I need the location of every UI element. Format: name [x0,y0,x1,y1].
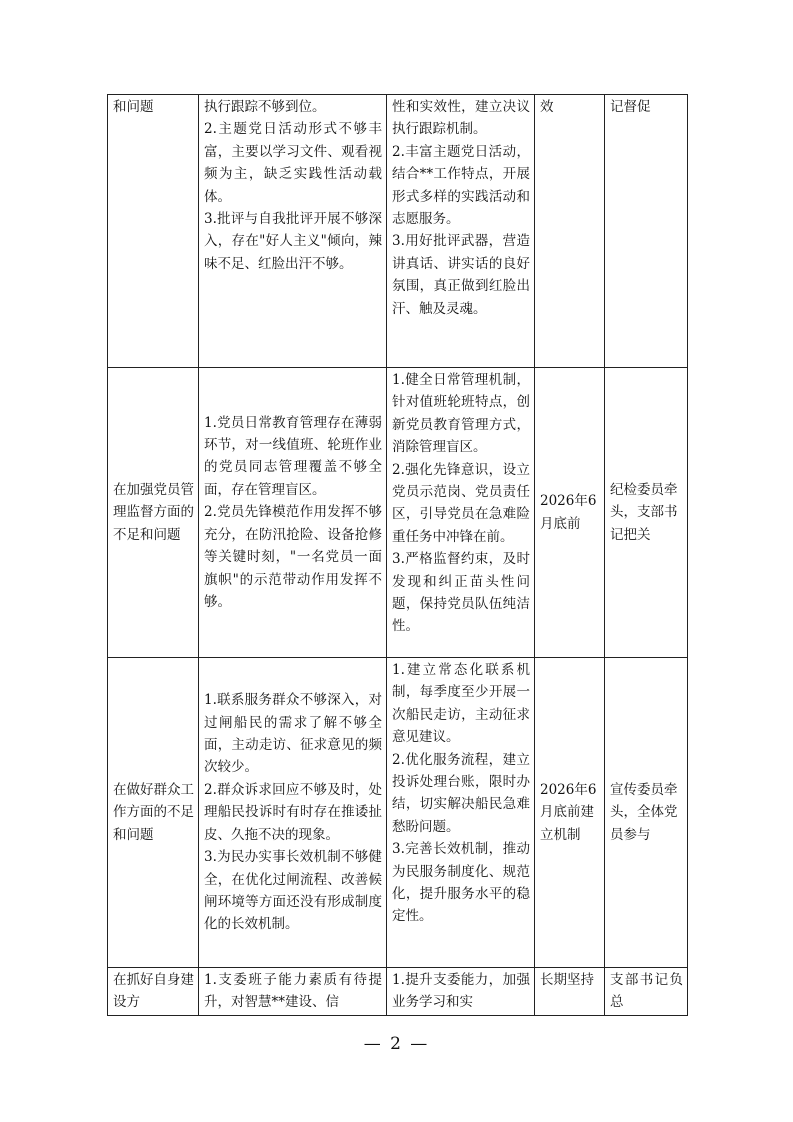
measure-item: 3.用好批评武器，营造讲真话、讲实话的良好氛围，真正做到红脸出汗、触及灵魂。 [392,233,530,317]
measures-cell [387,95,535,368]
issue-item: 2.党员先锋模范作用发挥不够充分，在防汛抢险、设备抢修等关键时刻，"一名党员一面旗帜"的示范带动作用发挥不够。 [204,504,382,610]
deadline-text: 2026年6月底前建立机制 [540,781,597,843]
deadline-text: 2026年6月底前 [540,493,597,532]
area-text: 在做好群众工作方面的不足和问题 [113,781,194,843]
responsible-text: 记督促 [610,99,651,115]
area-text: 在抓好自身建设方 [113,972,194,1011]
responsible-text: 纪检委员牵头，支部书记把关 [610,481,678,543]
responsible-cell [605,658,688,968]
measure-item: 1.提升支委能力，加强业务学习和实 [392,972,530,1011]
page-number: — 2 — [363,1034,430,1054]
responsible-text: 宣传委员牵头，全体党员参与 [610,781,678,843]
issue-item: 执行跟踪不够到位。 [204,99,326,115]
measure-item: 2.丰富主题党日活动，结合**工作特点，开展形式多样的实践活动和志愿服务。 [392,143,530,228]
deadline-cell [535,658,605,968]
deadline-text: 长期坚持 [540,972,594,988]
issue-item: 3.为民办实事长效机制不够健全，在优化过闸流程、改善候闸环境等方面还没有形成制度化的长效机制。 [204,849,382,933]
measures-cell [387,968,535,1016]
measures-cell [387,368,535,658]
issues-cell [199,95,387,368]
table-row [108,968,688,1016]
deadline-cell [535,368,605,658]
table-row [108,368,688,658]
rectification-table [107,94,688,1016]
issues-cell [199,658,387,968]
deadline-cell [535,95,605,368]
issues-cell [199,968,387,1016]
issue-item: 1.联系服务群众不够深入，对过闸船民的需求了解不够全面，主动走访、征求意见的频次较少。 [204,692,382,776]
measure-item: 2.强化先锋意识，设立党员示范岗、党员责任区，引导党员在急难险重任务中冲锋在前。 [392,461,530,545]
measure-item: 性和实效性，建立决议执行跟踪机制。 [392,99,530,138]
responsible-cell [605,968,688,1016]
area-text: 在加强党员管理监督方面的不足和问题 [113,481,194,543]
measure-item: 2.优化服务流程，建立投诉处理台账，限时办结，切实解决船民急难愁盼问题。 [392,751,530,835]
area-text: 和问题 [113,99,154,115]
area-cell [108,968,199,1016]
issue-item: 2.群众诉求回应不够及时，处理船民投诉时有时存在推诿扯皮、久拖不决的现象。 [204,781,382,843]
issues-cell [199,368,387,658]
measure-item: 3.严格监督约束，及时发现和纠正苗头性问题，保持党员队伍纯洁性。 [392,551,530,635]
area-cell [108,368,199,658]
measure-item: 3.完善长效机制，推动为民服务制度化、规范化，提升服务水平的稳定性。 [392,841,530,925]
issue-item: 1.党员日常教育管理存在薄弱环节，对一线值班、轮班作业的党员同志管理覆盖不够全面，存在管理盲区。 [204,414,382,498]
measures-cell [387,658,535,968]
issue-item: 1.支委班子能力素质有待提升，对智慧**建设、信 [204,972,382,1011]
table-row [108,658,688,968]
table-row [108,95,688,368]
responsible-text: 支部书记负总 [610,972,683,1011]
issue-item: 3.批评与自我批评开展不够深入，存在"好人主义"倾向，辣味不足、红脸出汗不够。 [204,211,382,272]
area-cell [108,658,199,968]
deadline-text: 效 [540,99,554,115]
responsible-cell [605,368,688,658]
issue-item: 2.主题党日活动形式不够丰富，主要以学习文件、观看视频为主，缺乏实践性活动载体。 [204,121,382,205]
deadline-cell [535,968,605,1016]
responsible-cell [605,95,688,368]
measure-item: 1.健全日常管理机制，针对值班轮班特点，创新党员教育管理方式，消除管理盲区。 [392,372,530,456]
area-cell [108,95,199,368]
measure-item: 1.建立常态化联系机制，每季度至少开展一次船民走访，主动征求意见建议。 [392,662,530,746]
